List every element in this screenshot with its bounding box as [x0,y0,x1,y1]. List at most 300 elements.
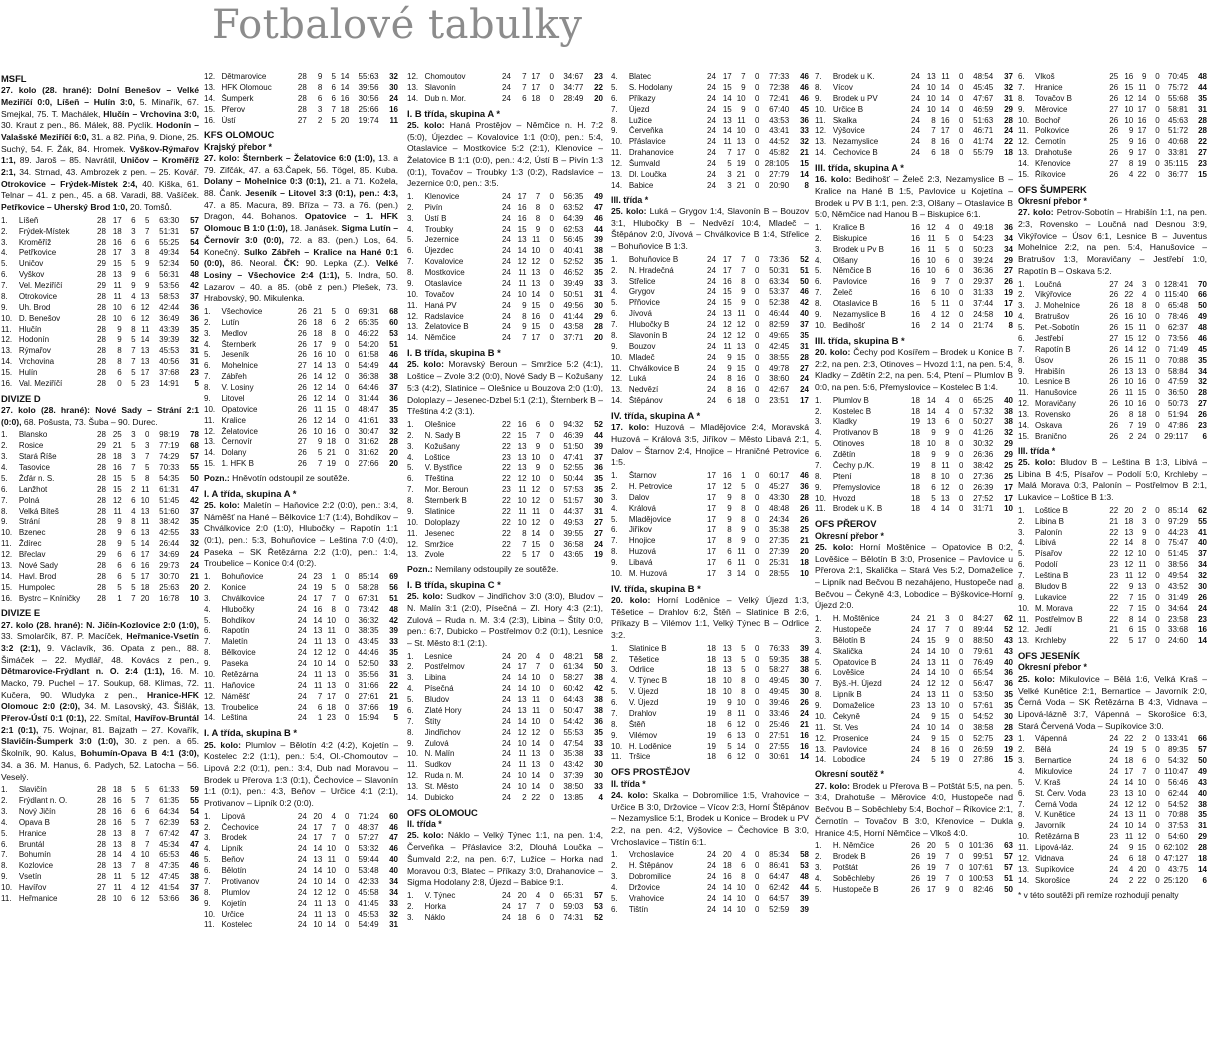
table-row: 3. Odrlice 18 13 5 0 58:27 38 [611,665,809,675]
section-heading: MSFL [1,73,27,84]
table-row: 2. Biskupice 16 11 5 0 54:23 34 [815,233,1013,243]
table-row: 4. Králová 17 9 8 0 48:48 26 [611,503,809,513]
match-report: 25. kolo: Plumlov – Bělotín 4:2 (4:2), Kojetín – Kostelec 2:2 (1:1), pen.: 5:4, Ol.-Chomoutov – Lipová 2:2 (0:1), pen.: 3:4, Dub nad Moravou – Brodek u Přerova 1:3 (0:1), Čechovice – Slavonín 1:1 (0:1), pen.: 4:3, Beňov – Určice 4:1 (2:1), Protivanov – Lipník 0:2 (0:0). [204,739,398,809]
table-row: 13. Nezamyslice 24 8 16 0 41:74 22 [815,137,1013,147]
table-row: 5. Němčice B 16 10 6 0 36:36 27 [815,266,1013,276]
table-row: 15. Říkovice 26 4 22 0 36:77 15 [1018,169,1207,179]
table-row: 5. V. Újezd 18 10 8 0 49:45 30 [611,687,809,697]
table-row: 11. Skalka 24 8 16 0 51:63 28 [815,115,1013,125]
table-row: 9. Slatinice 22 11 11 0 44:37 31 [407,506,603,516]
table-row: 2. Konice 24 19 5 0 58:28 56 [204,582,398,592]
column-5 [815,70,1013,1060]
table-row: 14. Štěpánov 24 6 18 0 23:51 17 [611,396,809,406]
table-row: 9. Vsetín 28 11 5 12 47:45 38 [1,872,199,882]
table-row: 15. 1. HFK B 26 7 19 0 27:66 20 [204,459,398,469]
section-heading: OFS JESENÍK [1018,650,1080,662]
table-row: 3. Střelice 24 16 8 0 63:34 50 [611,276,809,286]
table-row: 8. Kozlovice 28 13 7 8 47:35 46 [1,861,199,871]
table-row: 7. Újezd 24 15 9 0 67:40 45 [611,104,809,114]
match-report: 25. kolo: Bludov B – Leština B 1:3, Libivá – Libina B 4:5, Písařov – Podolí 5:0, Krchleby – Malá Morava 0:3, Palonín – Postřelmov B 2:1, Lukavice – Loštice B 1:3. [1018,457,1207,503]
standings-table [611,850,809,915]
match-report: 25. kolo: Horní Moštěnice – Opatovice B 0:2, Lověšice – Bělotín B 3:0, Prosenice – Pavlovice u Přerova 2:1, Skalička – Stará Ves 5:2, Domaželice – Lipník nad Bečvou B nezahájeno, Hustopeče nad Bečvou – Čekyně 4:3, Lobodice – Býškovice-Horní Újezd 2:0. [815,541,1013,611]
table-row: 6. Pavlovice 16 9 7 0 29:37 26 [815,277,1013,287]
table-row: 11. Jesenec 22 8 14 0 39:55 27 [407,528,603,538]
table-row: 11. Sudkov 24 11 13 0 43:42 30 [407,760,603,770]
table-row: 12. Želatovice 26 10 16 0 30:47 32 [204,426,398,436]
table-row: 4. Protivanov B 18 9 9 0 41:26 32 [815,428,1013,438]
table-row: 10. M. Huzová 17 3 14 0 28:55 10 [611,568,809,578]
table-row: 10. N. Malín 24 11 13 0 35:38 33 [407,749,603,759]
section-heading: OFS OLOMOUC [407,806,478,818]
table-row: 5. Opatovice B 24 13 11 0 76:49 40 [815,657,1013,667]
table-row: 3. Nový Jičín 28 16 6 6 64:34 54 [1,806,199,816]
table-row: 6. Vlkoš 25 16 9 0 70:45 48 [1018,72,1207,81]
table-row: 15. Hulín 28 6 5 17 37:68 23 [1,368,199,378]
table-row: 10. Tovačov 24 10 14 0 50:51 31 [407,289,603,299]
table-row: 5. Jeseník 26 16 10 0 61:58 46 [204,350,398,360]
standings-table [815,841,1013,895]
table-row: 11. Haňovice 24 11 13 0 31:66 22 [204,680,398,690]
table-row: 13. Rýmařov 28 8 7 13 45:53 31 [1,346,199,356]
table-row: 1. Lipová 24 20 4 0 71:24 60 [204,811,398,821]
column-3 [407,70,603,1060]
table-row: 8. Vícov 24 10 14 0 45:45 32 [815,82,1013,92]
table-row: 6. Rapotín 24 13 11 0 38:35 39 [204,626,398,636]
table-row: 3. Kladky 19 13 6 0 50:27 38 [815,417,1013,427]
table-row: 7. Zábřeh 26 14 12 0 36:38 38 [204,372,398,382]
match-report: 24. kolo: Skalka – Dobromilice 1:5, Vrahovice – Určice B 3:0, Držovice – Vícov 2:3, Horní Štěpánov – Nezamyslice 5:1, Brodek u Konice – Brodek u PV 2:2, na pen. 4:2, Výšovice – Čechovice B 3:0, Vrchoslavice – Tištín 6:1. [611,790,809,847]
table-row: 6. Tištín 24 14 10 0 52:59 39 [611,904,809,914]
table-row: 10. Určice 24 11 13 0 45:53 32 [204,909,398,919]
table-row: 3. Palonín 22 13 9 0 44:23 41 [1018,527,1207,537]
table-row: 2. Lutín 26 18 6 2 65:35 60 [204,317,398,327]
table-row: 14. Lobodice 24 5 19 0 27:86 15 [815,755,1013,765]
table-row: 8. Otaslavice B 16 5 11 0 37:44 17 [815,299,1013,309]
table-row: 14. Skorošice 24 2 22 0 25:120 6 [1018,875,1207,885]
table-row: 1. Slavičín 28 18 5 5 61:33 59 [1,785,199,795]
table-row: 9. Zulová 24 10 14 0 47:54 33 [407,738,603,748]
table-row: 2. Těšetice 18 13 5 0 59:35 38 [611,654,809,664]
match-report: 27. kolo (28. hrané): Nové Sady – Strání 2:1 (0:0), 68. Pošusta, 73. Šuba – 90. Durec. [1,405,199,427]
table-row: 3. Dobromilice 24 16 8 0 64:47 48 [611,872,809,882]
table-row: 12. Náměšť 24 7 17 0 27:61 21 [204,691,398,701]
standings-table [611,644,809,764]
table-row: 8. Huzová 17 6 11 0 27:39 20 [611,547,809,557]
table-row: 8. Slavonín B 24 12 12 0 49:65 35 [611,330,809,340]
table-row: 13. Troubelice 24 6 18 0 37:66 19 [204,702,398,712]
column-6 [1018,70,1207,1060]
table-row: 2. Pivín 24 16 8 0 63:52 47 [407,202,603,212]
table-row: 4. Petřkovice 28 17 3 8 49:34 54 [1,248,199,258]
table-row: 11. Chválkovice B 24 9 15 0 49:78 27 [611,363,809,373]
table-row: 2. N. Hradečná 24 17 7 0 50:31 51 [611,265,809,275]
table-row: 16. Bystrc – Kníničky 28 1 7 20 16:78 10 [1,593,199,603]
table-row: 5. Mladějovice 17 9 8 0 24:34 26 [611,514,809,524]
table-row: 1. Blansko 28 25 3 0 98:19 78 [1,430,199,440]
table-row: 1. Plumlov B 18 14 4 0 65:25 40 [815,395,1013,405]
table-row: 1. V. Týnec 24 20 4 0 65:31 57 [407,890,603,900]
table-row: 6. Jiříkov 17 8 9 0 35:38 25 [611,525,809,535]
table-row: 13. Nedvězí 24 8 16 0 42:67 24 [611,385,809,395]
table-row: 6. Újezdec 24 14 10 0 40:41 38 [407,246,603,256]
table-row: 6. Jestřebí 27 15 12 0 73:56 46 [1018,333,1207,343]
standings-table [1018,72,1207,181]
table-row: 13. St. Město 24 10 14 0 38:50 33 [407,782,603,792]
table-row: 9. Otaslavice 24 11 13 0 39:49 33 [407,278,603,288]
table-row: 5. Uničov 29 15 5 9 52:34 50 [1,259,199,269]
standings-table [407,891,603,924]
table-row: 8. Bludov B 22 9 13 0 43:52 30 [1018,581,1207,591]
table-row: 5. Hustopeče B 26 17 9 0 82:46 50 [815,884,1013,894]
table-row: 5. Přňovice 24 15 9 0 52:38 42 [611,298,809,308]
table-row: 14. Dubicko 24 2 22 0 13:85 4 [407,792,603,802]
table-row: 1. H. Moštěnice 24 21 3 0 84:27 62 [815,614,1013,624]
table-row: 10. Bochoř 26 10 16 0 45:63 28 [1018,115,1207,125]
table-row: 9. Hrabišín 26 13 13 0 58:84 34 [1018,366,1207,376]
table-row: 14. Dolany 26 5 21 0 31:62 20 [204,448,398,458]
table-row: 12. Radslavice 24 8 16 0 41:44 29 [407,311,603,321]
standings-table [407,192,603,344]
standings-table [407,72,603,105]
table-row: 3. Kroměříž 28 16 6 6 55:25 54 [1,237,199,247]
table-row: 9. Brodek u PV 24 10 14 0 47:67 31 [815,93,1013,103]
table-row: 13. Pavlovice 24 8 16 0 26:59 19 [815,744,1013,754]
table-row: 10. Přáslavice 24 11 13 0 44:52 32 [611,137,809,147]
table-row: 3. Brodek 24 17 7 0 57:27 47 [204,833,398,843]
table-row: 1. Lesnice 24 20 4 0 48:21 58 [407,651,603,661]
table-row: 6. Jívová 24 13 11 0 46:44 40 [611,309,809,319]
table-row: 6. Lanžhot 28 15 2 11 61:31 47 [1,484,199,494]
table-row: 5. Vrahovice 24 14 10 0 64:57 39 [611,893,809,903]
table-row: 9. Javorník 24 10 14 0 37:53 31 [1018,821,1207,831]
table-row: 1. Bohuňovice 24 23 1 0 85:14 69 [204,572,398,582]
table-row: 6. Lověšice 24 14 10 0 65:54 36 [815,668,1013,678]
table-row: 11. Lipová-láz. 24 9 15 0 62:102 28 [1018,843,1207,853]
table-row: 12. Chomoutov 24 7 17 0 34:67 23 [407,72,603,81]
table-row: 10. Opatovice 26 11 15 0 48:47 35 [204,404,398,414]
table-row: 1. Loštice B 22 20 2 0 85:14 62 [1018,505,1207,515]
section-heading: OFS PROSTĚJOV [611,766,691,778]
standings-table [1018,280,1207,443]
table-row: 9. Nezamyslice B 16 4 12 0 24:58 10 [815,309,1013,319]
table-row: 13. Rovensko 26 8 18 0 51:94 26 [1018,410,1207,420]
table-row: 9. Lukavice 22 7 15 0 31:49 26 [1018,592,1207,602]
standings-table [815,72,1013,159]
table-row: 8. Lužice 24 13 11 0 43:53 36 [611,115,809,125]
table-row: 12. Moravičany 26 10 16 0 50:73 27 [1018,399,1207,409]
section-heading: I. B třída, skupina B * [407,347,501,359]
table-row: 2. Frýdlant n. O. 28 16 5 7 61:35 55 [1,796,199,806]
table-row: 2. N. Sady B 22 15 7 0 46:39 44 [407,430,603,440]
standings-table [204,72,398,126]
table-row: 14. Křenovice 27 8 19 0 35:115 23 [1018,159,1207,168]
table-row: 3. Ústí B 24 16 8 0 64:39 46 [407,213,603,223]
section-heading: IV. třída, skupina A * [611,410,701,422]
table-row: 10. Určice B 24 10 14 0 46:59 29 [815,104,1013,114]
table-row: 12. Šumvald 24 5 19 0 28:105 15 [611,159,809,168]
table-row: 14. Leština 24 1 23 0 15:94 5 [204,713,398,723]
table-row: 15. Humpolec 28 5 5 18 25:63 20 [1,582,199,592]
match-report: 25. kolo: Sudkov – Jindřichov 3:0 (3:0), Bludov – N. Malín 3:1 (2:0), Písečná – Zl. Hory 4:3 (2:1), Zulová – Ruda n. M. 3:4 (2:3), Libina – Štíty 0:0, pen.: 6:7, Dubicko – Postřelmov 0:2 (0:1), Lesnice – St. Město 8:1 (2:1). [407,591,603,648]
table-row: 9. Domaželice 23 13 10 0 57:61 35 [815,701,1013,711]
table-row: 7. Polná 28 12 6 10 51:45 42 [1,495,199,505]
table-row: 4. Libivá 22 14 8 0 75:47 40 [1018,538,1207,548]
table-row: 3. Medlov 26 18 8 0 46:22 53 [204,328,398,338]
table-row: 10. Mladeč 24 9 15 0 38:55 28 [611,352,809,362]
table-row: 10. Řetězárna 24 11 13 0 35:56 31 [204,669,398,679]
table-row: 6. St. Červ. Voda 23 13 10 0 62:44 40 [1018,788,1207,798]
table-row: 2. Brodek B 26 19 7 0 99:51 57 [815,852,1013,862]
column-2 [204,70,398,1060]
table-row: 3. Náklo 24 18 6 0 74:31 52 [407,912,603,922]
table-row: 7. Brodek u K. 24 13 11 0 48:54 37 [815,72,1013,81]
table-row: 13. Dl. Loučka 24 3 21 0 27:79 14 [611,169,809,179]
standings-table [1,216,199,390]
table-row: 8. Plumlov 24 12 12 0 45:58 34 [204,887,398,897]
table-row: 8. Lipník B 24 13 11 0 53:50 35 [815,690,1013,700]
table-row: 8. Ptení 18 8 10 0 27:36 25 [815,471,1013,481]
table-row: 9. Měrovice 27 10 17 0 58:81 31 [1018,104,1207,114]
table-row: 12. Černotín 25 9 16 0 40:68 22 [1018,137,1207,147]
table-row: 5. Beňov 24 13 11 0 59:44 40 [204,855,398,865]
table-row: 3. Bernartice 24 18 6 0 54:32 50 [1018,756,1207,766]
standings-table [1018,506,1207,647]
table-row: 4. Bratrušov 26 16 10 0 78:46 49 [1018,312,1207,322]
table-row: 8. V. Kunětice 24 13 11 0 70:88 35 [1018,810,1207,820]
section-heading: OFS PŘEROV [815,518,877,530]
table-row: 8. Úsov 26 15 11 0 70:88 35 [1018,355,1207,365]
table-row: 10. H. Loděnice 19 5 14 0 27:55 16 [611,741,809,751]
table-row: 1. H. Němčice 26 20 5 0 101:36 63 [815,841,1013,851]
table-row: 4. Mikulovice 24 17 7 0 110:47 49 [1018,766,1207,776]
table-row: 1. Loučná 27 24 3 0 128:41 70 [1018,279,1207,289]
table-row: 8. V. Losiny 26 12 14 0 64:46 37 [204,383,398,393]
table-row: 14. Oskava 26 7 19 0 47:86 23 [1018,420,1207,430]
standings-table [1018,734,1207,886]
table-row: 1. Kralice B 16 12 4 0 49:18 36 [815,222,1013,232]
match-report: 20. kolo: Horní Loděnice – Velký Újezd 1:3, Těšetice – Drahlov 6:2, Štěň – Slatinice B 2:6, Příkazy B – Vilémov 1:1, Velký Týnec B – Odrlice 3:2. [611,594,809,641]
table-row: 13. HFK Olomouc 28 8 6 14 39:56 30 [204,82,398,92]
table-row: 7. Maletín 24 11 13 0 43:45 33 [204,637,398,647]
table-row: 4. Troubky 24 15 9 0 62:53 44 [407,224,603,234]
table-row: 5. Jezernice 24 13 11 0 56:45 39 [407,235,603,245]
standings-table [815,614,1013,766]
table-row: 7. Bohumín 28 14 4 10 65:53 46 [1,850,199,860]
table-row: 8. Bělkovice 24 12 12 0 44:46 35 [204,648,398,658]
table-row: 9. Červeňka 24 14 10 0 43:41 33 [611,126,809,136]
match-report: 25. kolo: Mikulovice – Bělá 1:6, Velká Kraš – Velké Kunětice 2:1, Bernartice – Javorník 2:0, Černá Voda – SK Řetězárna B 4:3, Vidnava – Lipová-lázně 3:7, Vápenná – Skorošice 6:3, Stará Červená Voda – Supíkovice 3:0. [1018,673,1207,731]
table-row: 14. Dub n. Mor. 24 6 18 0 28:49 20 [407,93,603,103]
table-row: 5. V. Bystřice 22 13 9 0 52:55 36 [407,463,603,473]
table-row: 1. Všechovice 26 21 5 0 69:31 68 [204,306,398,316]
table-row: 4. Lipník 24 14 10 0 53:32 46 [204,844,398,854]
column-1 [1,70,199,1060]
table-row: 13. Slavonín 24 7 17 0 34:77 22 [407,82,603,92]
table-row: 4. Písečná 24 14 10 0 60:42 42 [407,684,603,694]
section-subheading: III. třída * [611,194,649,205]
table-row: 4. V. Týnec B 18 10 8 0 49:45 30 [611,676,809,686]
table-row: 13. Černovír 27 9 18 0 31:62 28 [204,437,398,447]
table-row: 11. Tršice 18 6 12 0 30:61 14 [611,752,809,762]
table-row: 10. Bedihošť 16 2 14 0 21:74 8 [815,320,1013,330]
table-row: 7. Drahlov 19 8 11 0 33:46 24 [611,708,809,718]
section-subheading: III. třída * [1018,445,1056,456]
table-row: 1. Štarnov 17 16 1 0 60:17 46 [611,471,809,481]
table-row: 14. Vrchovina 28 8 7 13 40:56 31 [1,357,199,367]
table-row: 14. Havl. Brod 28 6 5 17 30:70 21 [1,571,199,581]
table-row: 9. Kojetín 24 11 13 0 41:45 33 [204,898,398,908]
table-row: 10. D. Benešov 28 10 6 12 36:49 36 [1,313,199,323]
column-4 [611,70,809,1060]
table-row: 9. Uh. Brod 28 10 6 12 42:44 36 [1,302,199,312]
table-row: 4. Grygov 24 15 9 0 53:37 46 [611,287,809,297]
table-row: 13. Krchleby 22 5 17 0 24:60 14 [1018,636,1207,646]
table-row: 6. Vyškov 28 13 9 6 56:31 48 [1,270,199,280]
table-row: 15. Branično 26 2 24 0 29:117 6 [1018,431,1207,441]
table-row: 5. Pet.-Sobotín 26 15 11 0 62:37 48 [1018,323,1207,333]
table-row: 9. Paseka 24 10 14 0 52:50 33 [204,659,398,669]
standings-table [1,785,199,905]
table-row: 5. Bohdíkov 24 14 10 0 36:32 42 [204,615,398,625]
standings-table [407,420,603,561]
table-row: 9. Přemyslovice 18 6 12 0 26:39 17 [815,482,1013,492]
table-row: 7. Kovalovice 24 12 12 0 52:52 35 [407,257,603,267]
match-report: 25. kolo: Maletín – Haňovice 2:2 (0:0), pen.: 3:4, Náměšť na Hané – Bělkovice 1:7 (1:4), Bohdíkov – Chválkovice 2:0 (1:0), Hlubočky – Rapotín 1:1 (0:1), pen.: 5:3, Bohuňovice – Leština 7:0 (4:0), Paseka – SK Řetězárna 2:2 (1:0), pen.: 1:4, Troubelice – Konice 0:4 (0:2). [204,499,398,569]
standings-table [611,471,809,580]
match-report: 25. kolo: Luká – Grygov 1:4, Slavonín B – Bouzov 3:1, Hlubočky B – Nedvězí 10:4, Mladeč – Štěpánov 2:0, Jívová – Chválkovice B 1:4, Střelice – Bohuňovice B 1:3. [611,206,809,252]
table-row: 12. Vidnava 24 6 18 0 47:127 18 [1018,853,1207,863]
match-report: 27. kolo: Petrov-Sobotín – Hrabišín 1:1, na pen. 2:3, Rovensko – Loučná nad Desnou 3:9, Vikýřovice – Úsov 6:1, Lesnice B – Juventus Mohelnice 2:2, na pen. 5:4, Hanušovice – Bratrušov 1:3, Moravičany – Jestřebí 1:0, Rapotín B – Oskava 5:2. [1018,207,1207,276]
table-row: 1. Slatinice B 18 13 5 0 76:33 39 [611,643,809,653]
table-row: 3. Potštát 26 19 7 0 107:61 57 [815,862,1013,872]
table-row: 2. Bělá 24 19 5 0 89:35 57 [1018,745,1207,755]
table-row: 10. Bzenec 28 9 6 13 42:55 33 [1,528,199,538]
table-row: 12. Výšovice 24 7 17 0 46:71 24 [815,126,1013,136]
table-row: 7. Vel. Meziříčí 29 11 9 9 53:56 42 [1,281,199,291]
table-row: 4. Loštice 23 13 10 0 47:41 37 [407,452,603,462]
table-row: 8. Jindřichov 24 12 12 0 55:53 35 [407,727,603,737]
table-row: 6. Bruntál 28 13 8 7 45:34 47 [1,839,199,849]
table-row: 3. Brodek u Pv B 16 11 5 0 50:23 34 [815,244,1013,254]
table-row: 2. Frýdek-Místek 28 18 3 7 51:31 57 [1,226,199,236]
table-row: 11. Hanušovice 26 11 15 0 36:50 28 [1018,388,1207,398]
table-row: 1. Klenovice 24 17 7 0 56:35 49 [407,191,603,201]
table-row: 4. Opava B 28 16 5 7 62:39 53 [1,817,199,827]
section-heading: DIVIZE D [1,392,41,404]
match-report: 20. kolo: Čechy pod Kosířem – Brodek u Konice B 2:2, na pen. 2:3, Otinoves – Hvozd 1:1, na pen. 5:4, Kladky – Zdětín 2:2, na pen. 5:4, Ptení – Plumlov B 0:0, na pen. 5:6, Přemyslovice – Kostelec B 1:4. [815,346,1013,392]
section-subheading: Krajský přebor * [204,141,272,152]
table-row: 11. Ždírec 28 9 5 14 26:44 32 [1,539,199,549]
table-row: 8. Mostkovice 24 11 13 0 46:52 35 [407,268,603,278]
table-row: 4. Držovice 24 14 10 0 62:42 44 [611,883,809,893]
table-row: 6. Třeština 22 12 10 0 50:44 35 [407,474,603,484]
table-row: 15. Přerov 28 3 7 18 25:66 16 [204,104,398,114]
table-row: 11. St. Ves 24 10 14 0 38:58 28 [815,722,1013,732]
table-row: 5. Písařov 22 12 10 0 51:45 37 [1018,549,1207,559]
section-heading: I. A třída, skupina B * [204,727,298,739]
table-row: 12. Ruda n. M. 24 10 14 0 37:39 30 [407,771,603,781]
results-columns [0,70,1209,1060]
table-row: 2. H. Štěpánov 24 18 6 0 86:41 53 [611,861,809,871]
section-subheading: Okresní přebor * [815,530,884,541]
section-subheading: II. třída * [407,819,442,830]
section-subheading: Okresní přebor * [1018,662,1087,673]
table-row: 4. Hlubočky 24 16 8 0 73:42 48 [204,604,398,614]
table-row: 16. Val. Meziříčí 28 0 5 23 14:91 5 [1,378,199,388]
section-heading: I. B třída, skupina C * [407,578,501,590]
table-row: 10. Řetězárna B 23 11 12 0 54:60 29 [1018,832,1207,842]
section-heading: III. třída, skupina A * [815,162,904,173]
section-heading: I. B třída, skupina A * [407,107,501,119]
table-row: 5. Otinoves 18 10 8 0 30:32 29 [815,439,1013,449]
table-row: 6. Zlaté Hory 24 13 11 0 50:47 38 [407,705,603,715]
table-row: 11. Brodek u K. B 18 4 14 0 31:71 10 [815,504,1013,514]
table-row: 2. Kostelec B 18 14 4 0 57:32 38 [815,406,1013,416]
table-row: 13. Drahotuše 26 9 17 0 33:81 27 [1018,148,1207,158]
table-row: 4. Šternberk 26 17 9 0 54:20 51 [204,339,398,349]
table-row: 12. Luká 24 8 16 0 38:60 24 [611,374,809,384]
table-row: 8. Velká Bíteš 28 11 4 13 51:60 37 [1,506,199,516]
table-row: 6. Mohelnice 27 14 13 0 54:49 44 [204,361,398,371]
section-heading: KFS OLOMOUC [204,129,275,141]
table-row: 10. Havířov 27 11 4 12 41:54 37 [1,883,199,893]
table-row: 9. Vilémov 19 6 13 0 27:51 16 [611,730,809,740]
table-row: 14. Šumperk 28 6 6 16 30:56 24 [204,93,398,103]
table-row: 3. Dalov 17 9 8 0 43:30 28 [611,492,809,502]
table-row: 5. Hranice 28 13 8 7 67:42 47 [1,828,199,838]
table-row: 6. Zdětín 18 9 9 0 26:36 29 [815,450,1013,460]
table-row: 14. Čechovice B 24 6 18 0 55:79 18 [815,148,1013,158]
section-subheading: II. třída * [611,778,646,789]
table-row: 12. Dětmarovice 28 9 5 14 55:63 32 [204,72,398,81]
table-row: 4. Olšany 16 10 6 0 39:24 29 [815,255,1013,265]
table-row: 11. Haná PV 24 9 15 0 49:56 30 [407,300,603,310]
table-row: 3. Stará Říše 28 18 3 7 74:29 57 [1,452,199,462]
page-title: Fotbalové tabulky [212,2,583,48]
table-row: 1. Olešnice 22 16 6 0 94:32 52 [407,419,603,429]
table-row: 4. Blatec 24 17 7 0 77:33 46 [611,72,809,81]
table-row: 12. Jedlí 21 6 15 0 33:68 16 [1018,625,1207,635]
table-row: 2. Postřelmov 24 17 7 0 61:34 50 [407,662,603,672]
table-row: 5. V. Kraš 24 14 10 0 56:46 43 [1018,777,1207,787]
table-row: 11. Drahanovice 24 7 17 0 45:82 21 [611,148,809,158]
table-row: 11. Postřelmov B 22 8 14 0 23:58 23 [1018,614,1207,624]
table-row: 8. Štěň 18 6 12 0 25:46 21 [611,719,809,729]
table-row: 7. Čechy p./K. 19 8 11 0 38:42 25 [815,460,1013,470]
match-report: 25. kolo: Moravský Beroun – Smržice 5:2 (4:1), Loštice – Zvole 3:2 (0:0), Nové Sady B – Kožušany 5:3 (4:2), Slatinice – Olešnice u Bouzova 2:0 (1:0), Doloplazy – Jesenec-Dzbel 5:1 (2:1), Šternberk B – Třeština 4:2 (3:1). [407,359,603,417]
standings-table [204,307,398,470]
table-row: 12. Hodonín 28 9 5 14 39:39 32 [1,335,199,345]
table-row: 6. Příkazy 24 14 10 0 72:41 46 [611,93,809,103]
table-row: 3. Kožušany 22 13 9 0 51:50 39 [407,441,603,451]
table-row: 3. Bělotín B 24 15 9 0 88:50 43 [815,635,1013,645]
table-row: 5. S. Hodolany 24 15 9 0 72:38 46 [611,82,809,92]
table-row: 2. H. Petrovice 17 12 5 0 45:27 36 [611,481,809,491]
table-row: 6. Bělotín 24 14 10 0 53:48 40 [204,866,398,876]
table-row: 2. Hustopeče 24 17 7 0 89:44 52 [815,624,1013,634]
match-report: 27. kolo (28. hrané): N. Jičín-Kozlovice 2:0 (1:0), 33. Smolarčík, 87. P. Macíček, Heřmanice-Vsetín 3:2 (2:1), 9. Václavík, 36. Opata z pen., 88. Šimáček – 22. Mydlář, 48. Kovács z pen., Dětmarovice-Frýdlant n. O. 2:4 (1:1), 16. M. Macko, 79. Puchel – 17. Soukup, 68. Klimas, 72. Kučera, 90. Wludyka z pen., Hranice-HFK Olomouc 2:0 (2:0), 34. M. Lasovský, 43. Šišlák, Přerov-Ústí 0:1 (0:1), 22. Smítal, Havířov-Bruntál 2:1 (0:1), 75. Wojnar, 81. Bajzath – 27. Kovařík, Slavičín-Šumperk 3:0 (1:0), 30. z pen. a 65. Školník, 90. Kalus, Bohumín-Opava B 4:1 (3:0), 34. a 36. M. Hanus, 6. Padych, 52. Latocha – 56. Veselý. [1,619,199,782]
table-row: 8. Šternberk B 22 10 12 0 51:57 30 [407,496,603,505]
standings-table [1,430,199,604]
table-row: 13. Zvole 22 5 17 0 43:65 19 [407,550,603,560]
footnote: * v této soutěži při remíze rozhodují penalty [1018,889,1179,900]
table-row: 9. Bouzov 24 11 13 0 42:45 31 [611,341,809,351]
match-report: 16. kolo: Bedihošť – Želeč 2:3, Nezamyslice B – Kralice na Hané B 1:5, Pavlovice u Kojetína – Brodek u PV B 1:1, pen. 2:3, Olšany – Otaslavice B 5:0, Němčice nad Hanou B – Biskupice 6:1. [815,174,1013,220]
section-heading: DIVIZE E [1,607,41,619]
table-row: 14. Babice 24 3 21 0 20:90 8 [611,180,809,190]
standings-table [611,255,809,407]
table-row: 14. Němčice 24 7 17 0 37:71 20 [407,333,603,343]
